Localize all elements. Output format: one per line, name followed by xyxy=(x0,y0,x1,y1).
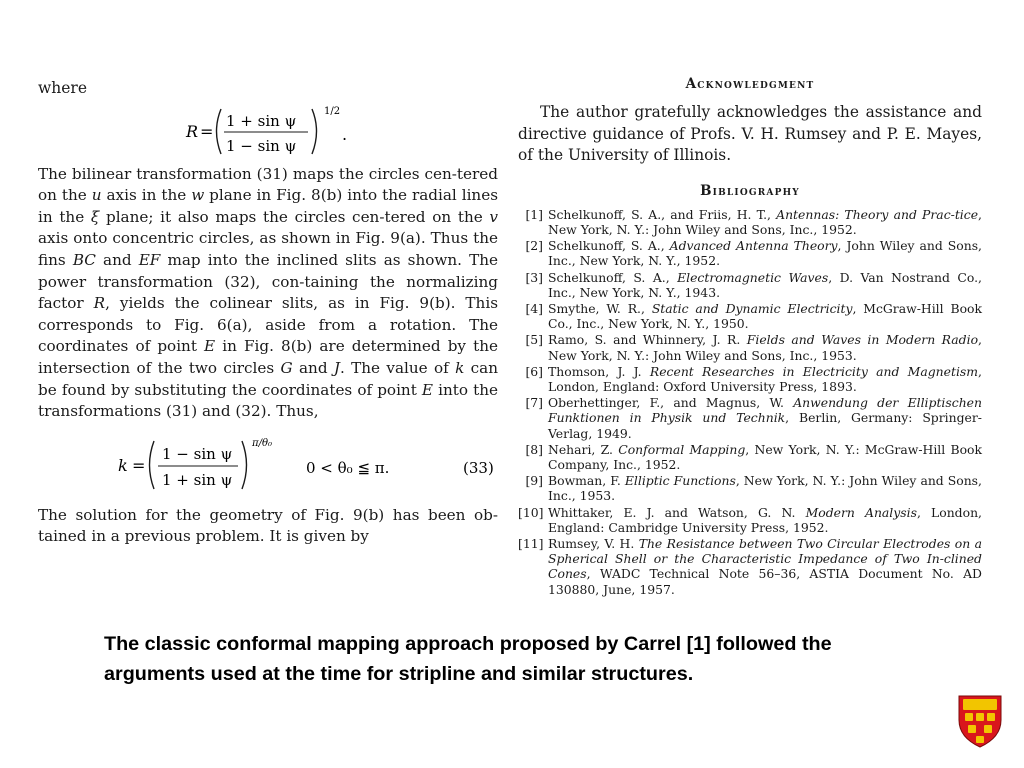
reference-title-italic: Antennas: Theory and Prac-tice xyxy=(776,206,979,222)
reference-title-italic: Anwendung der Elliptischen Funktionen in Physik und Technik xyxy=(548,395,982,426)
shield-charge-2 xyxy=(976,713,984,721)
reference-title-italic: Modern Analysis xyxy=(805,504,917,520)
eq1-equals: = xyxy=(200,121,214,141)
para1-italic: w xyxy=(191,186,205,205)
eq2-exponent: π/θ₀ xyxy=(252,437,272,449)
reference-number: [11] xyxy=(518,536,544,552)
reference-text: Bowman, F. Elliptic Functions, New York, N. Y.: John Wiley and Sons, Inc., 1953. xyxy=(548,473,982,504)
right-column xyxy=(518,76,982,598)
equation-r-svg xyxy=(38,100,498,162)
reference-item xyxy=(518,395,982,441)
reference-title-italic: Conformal Mapping xyxy=(618,441,746,457)
para1-italic: E xyxy=(204,337,216,356)
eq1-left-paren xyxy=(217,109,222,154)
para1-italic: k xyxy=(455,358,465,377)
reference-text: Smythe, W. R., Static and Dynamic Electricity, McGraw-Hill Book Co., Inc., New York, N. Y., 1950. xyxy=(548,301,982,332)
reference-item xyxy=(518,207,982,237)
reference-text: Nehari, Z. Conformal Mapping, New York, N. Y.: McGraw-Hill Book Company, Inc., 1952. xyxy=(548,441,982,473)
reference-text: Whittaker, E. J. and Watson, G. N. Modern Analysis, London, England: Cambridge University Press, 1952. xyxy=(548,504,982,535)
equation-r xyxy=(38,100,498,162)
para1-italic: u xyxy=(91,186,102,205)
left-column xyxy=(38,78,498,548)
reference-item xyxy=(518,238,982,268)
reference-item xyxy=(518,364,982,394)
reference-number: [1] xyxy=(525,206,543,222)
reference-number: [10] xyxy=(518,504,544,520)
eq2-lhs: k xyxy=(118,455,128,475)
shield-chief-band xyxy=(963,699,997,710)
reference-list xyxy=(518,207,982,597)
eq2-left-paren xyxy=(150,441,155,489)
reference-text: Thomson, J. J. Recent Researches in Electricity and Magnetism, London, England: Oxford University Press, 1893. xyxy=(548,363,982,395)
reference-item xyxy=(518,473,982,503)
reference-text: Oberhettinger, F., and Magnus, W. Anwendung der Elliptischen Funktionen in Physik und Technik, Berlin, Germany: Springer-Verlag, 1949. xyxy=(548,395,982,441)
shield-charge-4 xyxy=(968,725,976,733)
reference-text: Rumsey, V. H. The Resistance between Two Circular Electrodes on a Spherical Shell or the Characteristic Impedance of Two In-clined Cones, WADC Technical Note 56–36, ASTIA Document No. AD 130880, June, 1957. xyxy=(548,536,982,597)
acknowledgment-text: The author gratefully acknowledges the assistance and directive guidance of Profs. V. H. Rumsey and P. E. Mayes, of the University of Illinois. xyxy=(518,103,982,165)
para1-italic: E xyxy=(421,380,434,399)
para1-italic: R xyxy=(93,294,106,313)
reference-text: Schelkunoff, S. A., and Friis, H. T., Antennas: Theory and Prac-tice, New York, N. Y.: John Wiley and Sons, Inc., 1952. xyxy=(548,206,982,237)
reference-number: [4] xyxy=(525,301,543,316)
reference-item xyxy=(518,301,982,331)
eq2-denominator: 1 + sin ψ xyxy=(162,470,233,489)
reference-title-italic: The Resistance between Two Circular Electrodes on a Spherical Shell or the Characteristic Impedance of Two In-clined Cones xyxy=(548,536,982,582)
where-text: where xyxy=(38,79,88,97)
acknowledgment-heading: Acknowledgment xyxy=(685,76,815,92)
reference-item xyxy=(518,270,982,300)
reference-item xyxy=(518,505,982,535)
eq1-exponent: 1/2 xyxy=(324,105,341,117)
eq2-equals: = xyxy=(132,455,146,475)
para1-italic: EF xyxy=(138,250,161,269)
eq1-period: . xyxy=(342,124,348,144)
reference-title-italic: Recent Researches in Electricity and Magnetism xyxy=(649,363,979,379)
reference-number: [6] xyxy=(525,363,543,379)
shield-charge-6 xyxy=(976,736,984,743)
reference-number: [3] xyxy=(525,269,543,285)
reference-title-italic: Advanced Antenna Theory xyxy=(669,238,838,254)
shield-charge-1 xyxy=(965,713,973,721)
para1-italic: J xyxy=(333,358,340,377)
eq2-condition: 0 < θ₀ ≦ π. xyxy=(306,458,390,477)
slide-caption: The classic conformal mapping approach proposed by Carrel [1] followed the arguments used at the time for stripline and similar structures. xyxy=(104,633,832,685)
eq2-right-paren xyxy=(242,441,247,489)
reference-title-italic: Elliptic Functions xyxy=(624,473,736,489)
bibliography-heading: Bibliography xyxy=(700,182,800,199)
reference-text: Ramo, S. and Whinnery, J. R. Fields and Waves in Modern Radio, New York, N. Y.: John Wiley and Sons, Inc., 1953. xyxy=(548,332,982,363)
equation-k xyxy=(38,427,498,503)
para1-italic: BC xyxy=(72,250,96,269)
equation-k-svg xyxy=(38,427,498,503)
reference-number: [9] xyxy=(525,473,543,489)
reference-title-italic: Fields and Waves in Modern Radio xyxy=(746,332,979,348)
eq1-lhs: R xyxy=(186,121,199,141)
eq1-numerator: 1 + sin ψ xyxy=(226,111,297,130)
reference-number: [7] xyxy=(525,395,543,411)
reference-number: [8] xyxy=(525,441,543,457)
reference-item xyxy=(518,536,982,597)
shield-svg xyxy=(957,694,1003,748)
eq2-numerator: 1 − sin ψ xyxy=(162,444,233,463)
reference-title-italic: Static and Dynamic Electricity xyxy=(651,301,853,316)
eq1-denominator: 1 − sin ψ xyxy=(226,136,297,155)
reference-item xyxy=(518,332,982,362)
shield-charge-5 xyxy=(984,725,992,733)
para1-italic: v xyxy=(489,207,498,226)
para1-italic: ξ xyxy=(90,207,100,226)
eq1-right-paren xyxy=(312,109,317,154)
eq2-tag: (33) xyxy=(463,458,494,477)
reference-title-italic: Electromagnetic Waves xyxy=(677,269,829,285)
body-paragraph-2: The solution for the geometry of Fig. 9(b) has been ob-tained in a previous problem. It is given by xyxy=(38,505,498,546)
reference-text: Schelkunoff, S. A., Advanced Antenna Theory, John Wiley and Sons, Inc., New York, N. Y., 1952. xyxy=(548,238,982,269)
heraldic-shield-icon xyxy=(957,694,1003,748)
para1-italic: G xyxy=(280,358,293,377)
reference-number: [2] xyxy=(525,238,543,254)
reference-number: [5] xyxy=(525,332,543,348)
reference-item xyxy=(518,442,982,472)
shield-charge-3 xyxy=(987,713,995,721)
reference-text: Schelkunoff, S. A., Electromagnetic Waves, D. Van Nostrand Co., Inc., New York, N. Y., 1943. xyxy=(548,269,982,300)
body-paragraph-1: The bilinear transformation (31) maps the circles cen-tered on the u axis in the w plane in Fig. 8(b) into the radial lines in the ξ plane; it also maps the circles cen-tered on the v axis onto concentric circles, as shown in Fig. 9(a). Thus the fins BC and EF map into the inclined slits as shown. The power transformation (32), con-taining the normalizing factor R, yields the colinear slits, as in Fig. 9(b). This corresponds to Fig. 6(a), aside from a rotation. The coordinates of point E in Fig. 8(b) are determined by the intersection of the two circles G and J. The value of k can be found by substituting the coordinates of point E into the transformations (31) and (32). Thus, xyxy=(38,164,499,421)
